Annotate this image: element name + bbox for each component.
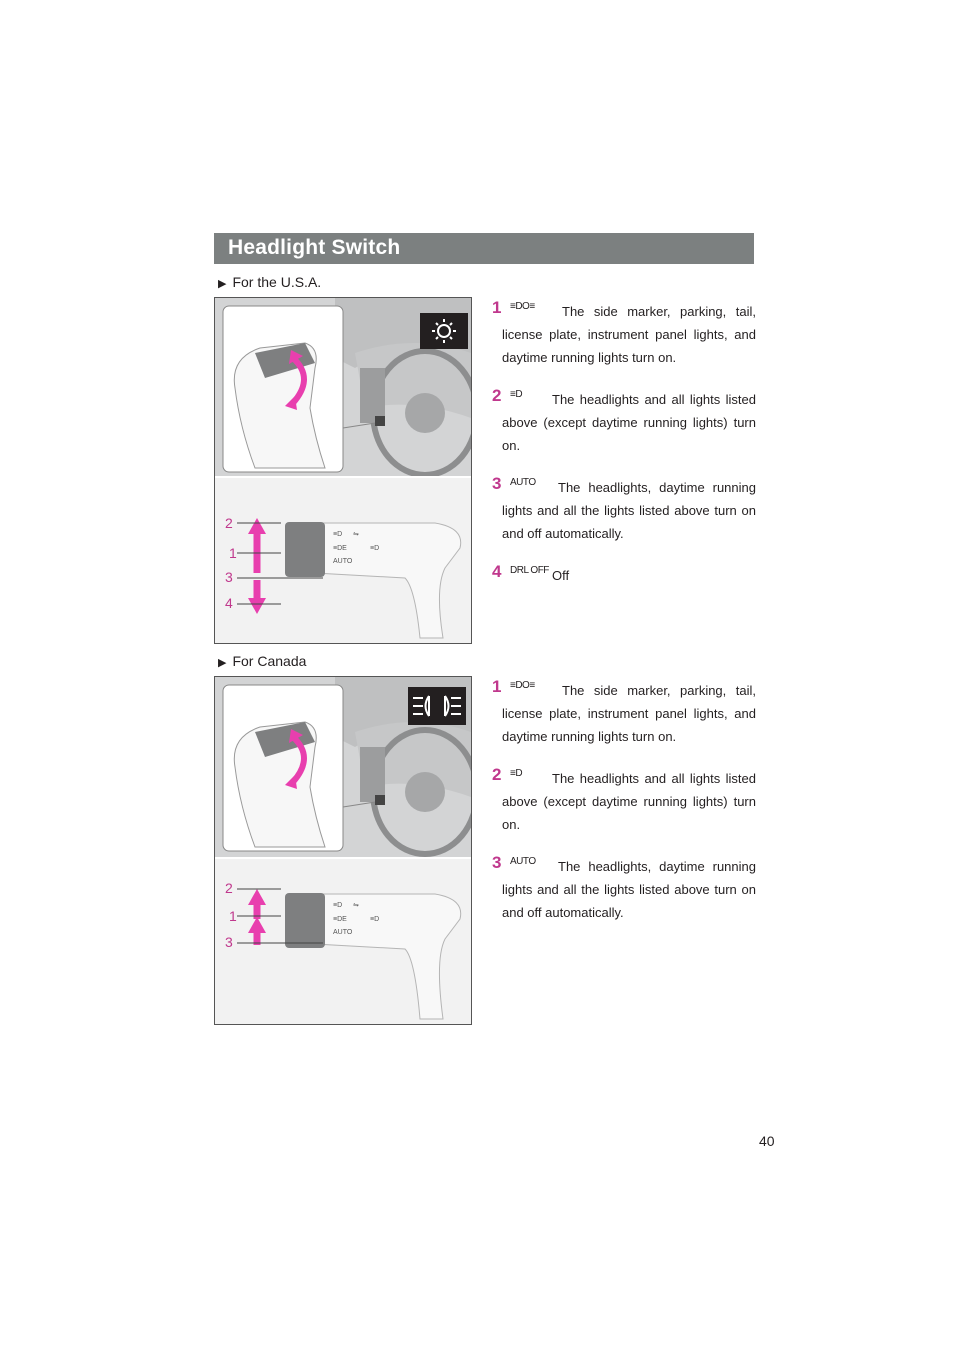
svg-text:≡D: ≡D bbox=[370, 545, 380, 552]
sidemarker-lights-icon: ≡DO≡ bbox=[510, 301, 535, 312]
item-list-canada bbox=[492, 679, 756, 943]
svg-text:≡D: ≡D bbox=[333, 902, 343, 909]
list-item: 3 AUTO The headlights, daytime running lights and all the lights listed above turn on and off automatically. bbox=[492, 853, 756, 920]
svg-text:⇋: ⇋ bbox=[353, 902, 359, 909]
switch-illustration bbox=[215, 478, 471, 643]
headlight-icon: ≡D bbox=[510, 389, 523, 400]
auto-icon: AUTO bbox=[510, 856, 536, 867]
list-item: 2 ≡D The headlights and all lights listed above (except daytime running lights) turn on. bbox=[492, 765, 756, 832]
callout-3: 3 bbox=[225, 934, 233, 950]
list-item: 2 ≡D The headlights and all lights listed above (except daytime running lights) turn on. bbox=[492, 386, 756, 453]
list-item: 1 ≡DO≡ The side marker, parking, tail, license plate, instrument panel lights, and daytime running lights turn on. bbox=[492, 677, 756, 744]
item-list-usa bbox=[492, 300, 756, 594]
svg-text:≡DE: ≡DE bbox=[333, 916, 347, 923]
svg-text:⇋: ⇋ bbox=[353, 531, 359, 538]
dashboard-illustration bbox=[215, 677, 471, 857]
section-label-canada: ▶ For Canada bbox=[218, 653, 307, 669]
list-item: 1 ≡DO≡ The side marker, parking, tail, license plate, instrument panel lights, and daytime running lights turn on. bbox=[492, 298, 756, 365]
section-label-usa: ▶ For the U.S.A. bbox=[218, 274, 322, 290]
page-title: Headlight Switch bbox=[228, 236, 401, 259]
list-item: 4 DRL OFF Off bbox=[492, 562, 570, 583]
callout-4: 4 bbox=[225, 595, 233, 611]
svg-text:AUTO: AUTO bbox=[333, 929, 353, 936]
section-title-bar bbox=[214, 233, 754, 264]
svg-text:AUTO: AUTO bbox=[333, 558, 353, 565]
callout-2: 2 bbox=[225, 515, 233, 531]
drl-off-icon: DRL OFF bbox=[510, 565, 549, 576]
callout-1: 1 bbox=[229, 545, 237, 561]
dashboard-illustration bbox=[215, 298, 471, 476]
headlight-switch-figure-usa bbox=[214, 297, 472, 644]
page-number: 40 bbox=[759, 1133, 775, 1149]
callout-2: 2 bbox=[225, 880, 233, 896]
switch-illustration bbox=[215, 859, 471, 1024]
callout-3: 3 bbox=[225, 569, 233, 585]
svg-text:≡D: ≡D bbox=[333, 531, 343, 538]
headlight-icon: ≡D bbox=[510, 768, 523, 779]
list-item: 3 AUTO The headlights, daytime running lights and all the lights listed above turn on and off automatically. bbox=[492, 474, 756, 541]
callout-1: 1 bbox=[229, 908, 237, 924]
headlight-switch-figure-canada bbox=[214, 676, 472, 1025]
triangle-bullet-icon: ▶ bbox=[218, 278, 227, 290]
svg-text:≡DE: ≡DE bbox=[333, 545, 347, 552]
sidemarker-lights-icon: ≡DO≡ bbox=[510, 680, 535, 691]
triangle-bullet-icon: ▶ bbox=[218, 657, 227, 669]
svg-text:≡D: ≡D bbox=[370, 916, 380, 923]
auto-icon: AUTO bbox=[510, 477, 536, 488]
